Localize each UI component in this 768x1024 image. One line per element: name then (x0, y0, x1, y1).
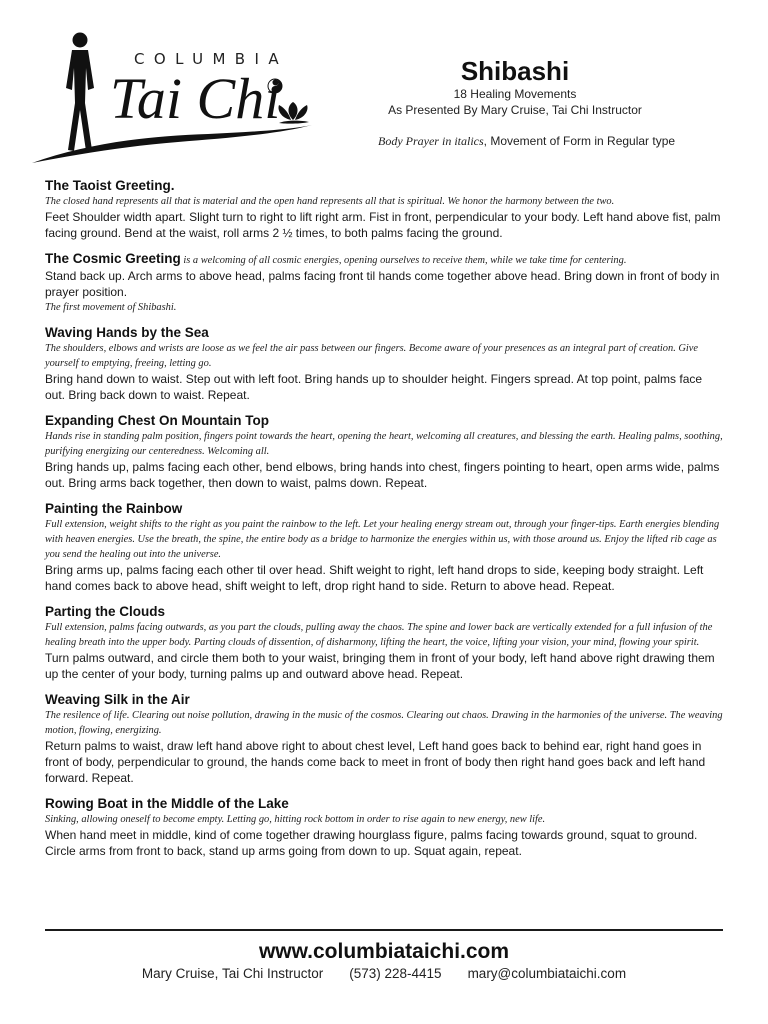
instructor-name: Mary Cruise, Tai Chi Instructor (141, 966, 324, 981)
movement-title: Waving Hands by the Sea (45, 325, 209, 340)
movement-section (45, 250, 725, 315)
movement-section (45, 691, 725, 786)
movement-section (45, 412, 725, 491)
website-link[interactable]: www.columbiataichi.com (258, 940, 510, 963)
movement-title: The Cosmic Greeting (45, 251, 181, 266)
movement-form: Return palms to waist, draw left hand above right to about chest level, Left hand goes back to behind ear, right hand goes in front of body, perpendicular to ground, the hands come back to meet in front of body then right hand goes back and left hand forward. Repeat. (45, 739, 706, 785)
movement-section (45, 795, 725, 859)
movements-list (45, 177, 725, 868)
movement-form: When hand meet in middle, kind of come together drawing hourglass figure, palms facing towards ground, squat to ground. Circle arms from front to back, stand up arms going from down to up. Squat again, repeat. (45, 828, 698, 858)
movement-title: Expanding Chest On Mountain Top (45, 413, 269, 428)
body-prayer: Full extension, weight shifts to the right as you paint the rainbow to the left. Let your healing energy stream out, through your finger-tips. Earth energies blending with heaven energies. Use the breath, the spine, the entire body as a bridge to harmonize the energies within us, with those around us. Enjoy the lifted rib cage as you send the healing out into the universe. (45, 519, 720, 560)
logo-brand-line: COLUMBIA (134, 50, 288, 68)
movement-form: Turn palms outward, and circle them both to your waist, bringing them in front of your body, left hand above right drawing them up the center of your body, turning palms up and outward above head. Repeat. (45, 651, 715, 681)
logo-script-line: Tai Chi (110, 66, 281, 131)
movement-form: Bring hands up, palms facing each other, bend elbows, bring hands into chest, fingers pointing to heart, open arms wide, palms out. Bring arms back together, then down to waist, palms down. Repeat. (45, 460, 720, 490)
footer-divider (45, 929, 723, 931)
columbia-tai-chi-logo (28, 28, 328, 173)
movement-form: Bring hand down to waist. Step out with left foot. Bring hands up to shoulder height. Fingers spread. At top point, palms face out. Bring back down to waist. Repeat. (45, 372, 703, 402)
body-prayer: Sinking, allowing oneself to become empty. Letting go, hitting rock bottom in order to rise again to new energy, new life. (45, 814, 546, 825)
contact-line (0, 965, 768, 983)
movement-title: Rowing Boat in the Middle of the Lake (45, 796, 289, 811)
movement-title: Painting the Rainbow (45, 501, 183, 516)
movement-section (45, 603, 725, 682)
email-link[interactable]: mary@columbiataichi.com (467, 966, 627, 981)
body-prayer: The closed hand represents all that is material and the open hand represents all that is spiritual. We honor the harmony between the two. (45, 196, 615, 207)
movement-section (45, 324, 725, 403)
legend-regular: , Movement of Form in Regular type (483, 134, 676, 148)
movement-form: Feet Shoulder width apart. Slight turn to right to lift right arm. Fist in front, perpendicular to your body. Left hand above fist, palm facing ground. Bend at the waist, roll arms 2 ½ times, to both palms facing the ground. (45, 210, 721, 240)
lotus-icon (279, 102, 310, 124)
body-prayer: Full extension, palms facing outwards, as you part the clouds, pulling away the chaos. The spine and lower back are vertically extended for a full infusion of the healing breath into the upper body. Parting clouds of dissention, of disharmony, lifting the heart, the voice, lifting your vision, your mind, flowing your spirit. (45, 622, 713, 648)
body-prayer: The shoulders, elbows and wrists are loose as we feel the air pass between our fingers. Become aware of your presences as an integral part of creation. Give yourself to emptying, freeing, letting go. (45, 343, 699, 369)
movement-title: Weaving Silk in the Air (45, 692, 190, 707)
type-legend (378, 134, 675, 148)
body-prayer-after: The first movement of Shibashi. (45, 302, 177, 313)
presenter-line: As Presented By Mary Cruise, Tai Chi Instructor (388, 103, 642, 117)
body-prayer: Hands rise in standing palm position, fingers point towards the heart, opening the heart, welcoming all creatures, and blessing the earth. Healing palms, soothing, purifying energizing our centeredness. Welcoming all. (45, 431, 723, 457)
movement-section (45, 177, 725, 241)
movement-title: Parting the Clouds (45, 604, 166, 619)
movement-title: The Taoist Greeting. (45, 178, 175, 193)
body-prayer: The resilence of life. Clearing out noise pollution, drawing in the music of the cosmos. Clearing out chaos. Drawing in the harmonies of the universe. The weaving motion, flowing, energizing. (45, 710, 723, 736)
legend-italic: Body Prayer in italics (378, 134, 484, 148)
movement-heading-line (45, 250, 725, 268)
page-subtitle: 18 Healing Movements (453, 87, 577, 101)
body-prayer-inline: is a welcoming of all cosmic energies, opening ourselves to receive them, while we take time for centering. (180, 255, 627, 266)
document-header (360, 56, 670, 118)
movement-form: Stand back up. Arch arms to above head, palms facing front til hands come together above head. Bring down in front of body in prayer position. (45, 269, 720, 299)
standing-figure-icon (66, 33, 94, 152)
movement-section (45, 500, 725, 594)
phone-number: (573) 228-4415 (349, 966, 442, 981)
page-title: Shibashi (460, 56, 570, 86)
movement-form: Bring arms up, palms facing each other til over head. Shift weight to right, left hand drops to side, keeping body straight. Left hand comes back to above head, shift weight to left, drop right hand to side. Return to above head. Repeat. (45, 563, 704, 593)
